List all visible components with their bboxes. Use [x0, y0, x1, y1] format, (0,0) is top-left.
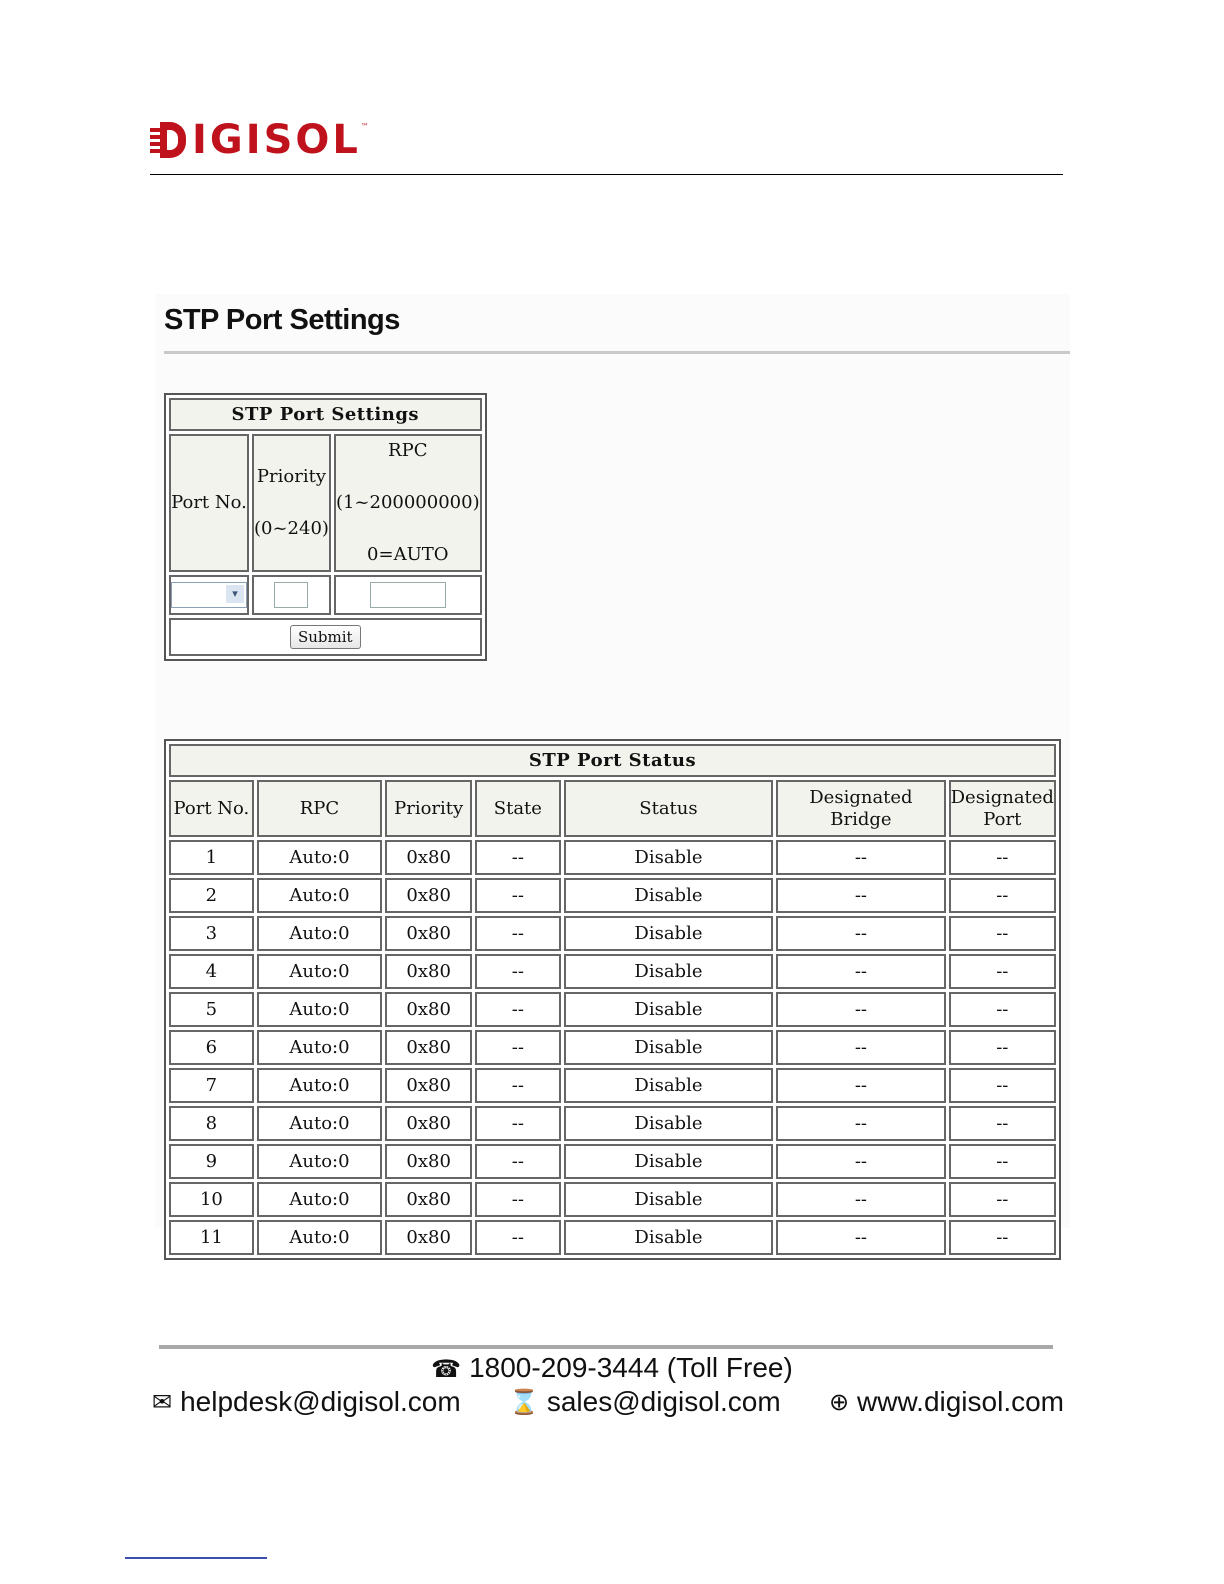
cell-state: --	[475, 992, 560, 1027]
cell-port-no: 10	[169, 1182, 254, 1217]
cell-designated-port: --	[949, 1030, 1056, 1065]
cell-rpc: Auto:0	[257, 840, 382, 875]
cell-state: --	[475, 1182, 560, 1217]
cell-state: --	[475, 954, 560, 989]
cell-designated-port: --	[949, 954, 1056, 989]
cell-priority: 0x80	[385, 1144, 472, 1179]
footer-contacts	[152, 1386, 1064, 1418]
cell-designated-bridge: --	[776, 1220, 945, 1255]
cell-status: Disable	[564, 1182, 774, 1217]
cell-designated-port: --	[949, 1220, 1056, 1255]
logo-text: IGISOL	[192, 117, 361, 163]
stp-screenshot	[155, 294, 1070, 1248]
globe-icon: ⊕	[828, 1388, 850, 1416]
port-select[interactable]	[171, 582, 247, 608]
cell-designated-bridge: --	[776, 954, 945, 989]
port-select-cell	[169, 575, 249, 615]
cell-designated-bridge: --	[776, 1030, 945, 1065]
cell-status: Disable	[564, 1220, 774, 1255]
cell-status: Disable	[564, 992, 774, 1027]
status-header-status: Status	[564, 780, 774, 837]
table-row	[169, 1144, 1056, 1179]
logo-trademark: ™	[360, 121, 369, 131]
cell-state: --	[475, 1106, 560, 1141]
status-header-rpc: RPC	[257, 780, 382, 837]
cell-priority: 0x80	[385, 916, 472, 951]
cell-priority: 0x80	[385, 840, 472, 875]
header-divider	[150, 174, 1063, 175]
cell-status: Disable	[564, 1106, 774, 1141]
cell-port-no: 7	[169, 1068, 254, 1103]
cell-status: Disable	[564, 1144, 774, 1179]
cell-port-no: 9	[169, 1144, 254, 1179]
rpc-input-cell	[334, 575, 482, 615]
cell-state: --	[475, 1068, 560, 1103]
status-header-priority: Priority	[385, 780, 472, 837]
cell-port-no: 5	[169, 992, 254, 1027]
cell-rpc: Auto:0	[257, 1220, 382, 1255]
page-title: STP Port Settings	[164, 304, 400, 336]
cell-state: --	[475, 1144, 560, 1179]
cell-state: --	[475, 1030, 560, 1065]
cell-state: --	[475, 916, 560, 951]
cell-status: Disable	[564, 840, 774, 875]
cell-rpc: Auto:0	[257, 916, 382, 951]
settings-caption: STP Port Settings	[169, 398, 482, 431]
priority-input-cell	[252, 575, 331, 615]
status-caption: STP Port Status	[169, 744, 1056, 777]
footer-phone	[0, 1352, 1224, 1384]
cell-rpc: Auto:0	[257, 1182, 382, 1217]
status-header-state: State	[475, 780, 560, 837]
priority-input[interactable]	[274, 582, 308, 608]
stp-port-status-table	[164, 739, 1061, 1260]
table-row	[169, 954, 1056, 989]
cell-priority: 0x80	[385, 878, 472, 913]
mail-icon: ✉	[152, 1388, 173, 1416]
footer-divider	[159, 1345, 1053, 1349]
table-row	[169, 1030, 1056, 1065]
cell-designated-bridge: --	[776, 1106, 945, 1141]
cell-designated-port: --	[949, 1144, 1056, 1179]
cell-designated-port: --	[949, 1068, 1056, 1103]
cell-designated-bridge: --	[776, 1144, 945, 1179]
status-header-designated-port: Designated Port	[949, 780, 1056, 837]
cell-rpc: Auto:0	[257, 1030, 382, 1065]
cell-designated-port: --	[949, 1106, 1056, 1141]
sales-contact	[509, 1386, 781, 1418]
cell-priority: 0x80	[385, 992, 472, 1027]
table-row	[169, 1068, 1056, 1103]
table-row	[169, 840, 1056, 875]
cell-priority: 0x80	[385, 1182, 472, 1217]
cell-designated-port: --	[949, 916, 1056, 951]
bottom-link-underline	[125, 1557, 267, 1559]
cell-state: --	[475, 840, 560, 875]
cell-rpc: Auto:0	[257, 1068, 382, 1103]
website-link[interactable]: www.digisol.com	[857, 1386, 1064, 1417]
status-header-designated-bridge: Designated Bridge	[776, 780, 945, 837]
cell-priority: 0x80	[385, 1220, 472, 1255]
cell-rpc: Auto:0	[257, 1106, 382, 1141]
cell-designated-bridge: --	[776, 916, 945, 951]
cell-rpc: Auto:0	[257, 954, 382, 989]
cell-designated-port: --	[949, 992, 1056, 1027]
chevron-down-icon[interactable]: ▾	[226, 585, 244, 603]
phone-number: 1800-209-3444 (Toll Free)	[469, 1352, 793, 1383]
cell-priority: 0x80	[385, 1030, 472, 1065]
cell-priority: 0x80	[385, 1068, 472, 1103]
cell-status: Disable	[564, 1068, 774, 1103]
table-row	[169, 1220, 1056, 1255]
cell-priority: 0x80	[385, 954, 472, 989]
cell-rpc: Auto:0	[257, 992, 382, 1027]
cell-state: --	[475, 1220, 560, 1255]
logo-d-mark	[150, 122, 188, 158]
cell-rpc: Auto:0	[257, 1144, 382, 1179]
rpc-input[interactable]	[370, 582, 446, 608]
hourglass-icon: ⌛	[508, 1388, 539, 1416]
table-row	[169, 1106, 1056, 1141]
cell-status: Disable	[564, 1030, 774, 1065]
header-port-no: Port No.	[169, 434, 249, 572]
cell-status: Disable	[564, 916, 774, 951]
cell-designated-port: --	[949, 1182, 1056, 1217]
table-row	[169, 1182, 1056, 1217]
cell-port-no: 3	[169, 916, 254, 951]
cell-port-no: 11	[169, 1220, 254, 1255]
submit-button[interactable]: Submit	[290, 625, 361, 649]
website-contact	[829, 1386, 1064, 1418]
cell-state: --	[475, 878, 560, 913]
cell-status: Disable	[564, 878, 774, 913]
table-row	[169, 916, 1056, 951]
cell-port-no: 8	[169, 1106, 254, 1141]
stp-port-settings-table	[164, 393, 487, 661]
helpdesk-contact	[152, 1386, 461, 1418]
cell-port-no: 6	[169, 1030, 254, 1065]
sales-email[interactable]: sales@digisol.com	[546, 1386, 781, 1417]
cell-port-no: 4	[169, 954, 254, 989]
title-divider	[164, 351, 1070, 354]
status-header-port-no: Port No.	[169, 780, 254, 837]
helpdesk-email[interactable]: helpdesk@digisol.com	[180, 1386, 461, 1417]
status-table-body	[169, 840, 1056, 1255]
cell-designated-bridge: --	[776, 1182, 945, 1217]
table-row	[169, 992, 1056, 1027]
submit-cell	[169, 618, 482, 656]
cell-designated-bridge: --	[776, 840, 945, 875]
cell-port-no: 2	[169, 878, 254, 913]
cell-designated-bridge: --	[776, 992, 945, 1027]
digisol-logo	[150, 117, 369, 163]
phone-icon: ☎	[431, 1355, 462, 1383]
header-priority: Priority (0~240)	[252, 434, 331, 572]
cell-designated-port: --	[949, 878, 1056, 913]
cell-designated-bridge: --	[776, 1068, 945, 1103]
cell-designated-port: --	[949, 840, 1056, 875]
cell-port-no: 1	[169, 840, 254, 875]
cell-rpc: Auto:0	[257, 878, 382, 913]
table-row	[169, 878, 1056, 913]
cell-status: Disable	[564, 954, 774, 989]
cell-priority: 0x80	[385, 1106, 472, 1141]
header-rpc: RPC (1~200000000) 0=AUTO	[334, 434, 482, 572]
cell-designated-bridge: --	[776, 878, 945, 913]
